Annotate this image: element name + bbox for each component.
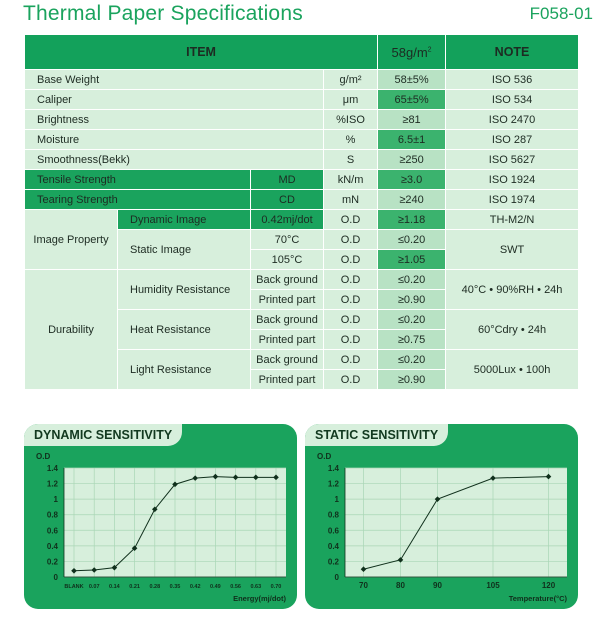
y-tick-label: 1.2 xyxy=(327,479,339,489)
group-label-durability: Durability xyxy=(25,270,118,390)
row-unit: mN xyxy=(324,190,378,210)
y-axis-label: O.D xyxy=(317,452,332,461)
x-tick-label: 0.70 xyxy=(270,584,282,590)
row-cond: 70°C xyxy=(251,230,324,250)
row-sub: CD xyxy=(251,190,324,210)
row-unit: kN/m xyxy=(324,170,378,190)
row-unit: g/m² xyxy=(324,70,378,90)
row-value: 65±5% xyxy=(378,90,446,110)
x-tick-label: BLANK xyxy=(64,584,84,590)
x-tick-label: 0.35 xyxy=(169,584,181,590)
row-label: Tearing Strength xyxy=(25,190,251,210)
group-label-image-property: Image Property xyxy=(25,210,118,270)
x-tick-label: 90 xyxy=(433,581,442,590)
table-row xyxy=(25,130,579,150)
row-value: ≤0.20 xyxy=(378,270,446,290)
row-unit: S xyxy=(324,150,378,170)
y-tick-label: 0.2 xyxy=(327,557,339,567)
y-tick-label: 0.2 xyxy=(46,557,58,567)
y-tick-label: 0.4 xyxy=(327,541,339,551)
row-note: ISO 534 xyxy=(446,90,579,110)
x-tick-label: 0.21 xyxy=(129,584,140,590)
row-note: 5000Lux • 100h xyxy=(446,350,579,390)
x-tick-label: 0.49 xyxy=(210,584,221,590)
y-tick-label: 0.4 xyxy=(46,541,58,551)
row-cond: Back ground xyxy=(251,270,324,290)
chart-title: STATIC SENSITIVITY xyxy=(305,424,448,446)
light-resistance-label: Light Resistance xyxy=(118,350,251,390)
x-tick-label: 105 xyxy=(486,581,500,590)
chart-svg xyxy=(24,424,297,609)
row-label: Moisture xyxy=(25,130,324,150)
row-value: ≥3.0 xyxy=(378,170,446,190)
row-label: Caliper xyxy=(25,90,324,110)
spec-table xyxy=(24,34,579,390)
header-item: ITEM xyxy=(25,35,378,70)
x-tick-label: 120 xyxy=(541,581,556,590)
row-cond: Printed part xyxy=(251,330,324,350)
row-cond: Back ground xyxy=(251,350,324,370)
row-unit: O.D xyxy=(324,270,378,290)
y-axis-label: O.D xyxy=(36,452,51,461)
row-value: ≥1.18 xyxy=(378,210,446,230)
row-value: ≥0.75 xyxy=(378,330,446,350)
row-sub: MD xyxy=(251,170,324,190)
row-value: 6.5±1 xyxy=(378,130,446,150)
row-cond: Back ground xyxy=(251,310,324,330)
row-unit: O.D xyxy=(324,370,378,390)
dynamic-sensitivity-chart xyxy=(24,424,297,609)
x-axis-label: Temperature(°C) xyxy=(508,594,567,603)
row-value: ≥0.90 xyxy=(378,290,446,310)
table-row xyxy=(25,150,579,170)
row-unit: O.D xyxy=(324,350,378,370)
row-value: ≤0.20 xyxy=(378,350,446,370)
row-note: TH-M2/N xyxy=(446,210,579,230)
row-value: ≥1.05 xyxy=(378,250,446,270)
x-tick-label: 0.07 xyxy=(88,584,100,590)
row-note: SWT xyxy=(446,230,579,270)
header-note: NOTE xyxy=(446,35,579,70)
row-note: ISO 287 xyxy=(446,130,579,150)
humidity-resistance-label: Humidity Resistance xyxy=(118,270,251,310)
row-value: ≤0.20 xyxy=(378,310,446,330)
y-tick-label: 1 xyxy=(53,495,58,505)
row-label: Base Weight xyxy=(25,70,324,90)
y-tick-label: 1.4 xyxy=(46,464,58,473)
y-tick-label: 1 xyxy=(334,495,339,505)
chart-title: DYNAMIC SENSITIVITY xyxy=(24,424,182,446)
row-note: ISO 536 xyxy=(446,70,579,90)
table-row xyxy=(25,90,579,110)
row-unit: %ISO xyxy=(324,110,378,130)
dynamic-image-label: Dynamic Image xyxy=(118,210,251,230)
row-note: 60°Cdry • 24h xyxy=(446,310,579,350)
row-value: ≤0.20 xyxy=(378,230,446,250)
row-unit: μm xyxy=(324,90,378,110)
row-unit: O.D xyxy=(324,290,378,310)
row-label: Tensile Strength xyxy=(25,170,251,190)
table-row xyxy=(25,190,579,210)
table-header-row xyxy=(25,35,579,70)
heat-resistance-label: Heat Resistance xyxy=(118,310,251,350)
row-unit: O.D xyxy=(324,310,378,330)
x-tick-label: 0.28 xyxy=(149,584,161,590)
x-tick-label: 70 xyxy=(359,581,368,590)
static-sensitivity-chart xyxy=(305,424,578,609)
y-tick-label: 0.8 xyxy=(46,510,58,520)
y-tick-label: 0.6 xyxy=(327,526,339,536)
row-value: ≥240 xyxy=(378,190,446,210)
y-tick-label: 1.4 xyxy=(327,464,339,473)
y-tick-label: 0.6 xyxy=(46,526,58,536)
plot-area xyxy=(345,468,567,577)
row-unit: O.D xyxy=(324,330,378,350)
x-tick-label: 0.56 xyxy=(230,584,241,590)
row-label: Smoothness(Bekk) xyxy=(25,150,324,170)
y-tick-label: 0 xyxy=(53,573,58,582)
row-label: Brightness xyxy=(25,110,324,130)
row-value: ≥81 xyxy=(378,110,446,130)
row-cond: 105°C xyxy=(251,250,324,270)
row-cond: Printed part xyxy=(251,370,324,390)
y-tick-label: 1.2 xyxy=(46,479,58,489)
x-tick-label: 0.42 xyxy=(189,584,201,590)
x-axis-label: Energy(mj/dot) xyxy=(233,594,286,603)
document-code: F058-01 xyxy=(529,4,593,23)
row-cond: Printed part xyxy=(251,290,324,310)
table-row xyxy=(25,210,579,230)
row-note: ISO 2470 xyxy=(446,110,579,130)
row-unit: O.D xyxy=(324,250,378,270)
row-note: 40°C • 90%RH • 24h xyxy=(446,270,579,310)
header-value: $58g/m^2$ xyxy=(378,35,446,70)
row-unit: O.D xyxy=(324,230,378,250)
row-unit: O.D xyxy=(324,210,378,230)
row-unit: % xyxy=(324,130,378,150)
x-tick-label: 80 xyxy=(396,581,405,590)
table-row xyxy=(25,170,579,190)
row-note: ISO 1924 xyxy=(446,170,579,190)
y-tick-label: 0.8 xyxy=(327,510,339,520)
row-note: ISO 5627 xyxy=(446,150,579,170)
table-row xyxy=(25,70,579,90)
row-value: 58±5% xyxy=(378,70,446,90)
x-tick-label: 0.14 xyxy=(109,584,120,590)
y-tick-label: 0 xyxy=(334,573,339,582)
row-note: ISO 1974 xyxy=(446,190,579,210)
static-image-label: Static Image xyxy=(118,230,251,270)
row-value: ≥0.90 xyxy=(378,370,446,390)
row-value: ≥250 xyxy=(378,150,446,170)
x-tick-label: 0.63 xyxy=(250,584,262,590)
table-row xyxy=(25,110,579,130)
page-title: Thermal Paper Specifications xyxy=(23,2,303,25)
row-cond: 0.42mj/dot xyxy=(251,210,324,230)
table-row xyxy=(25,270,579,290)
chart-svg xyxy=(305,424,578,609)
